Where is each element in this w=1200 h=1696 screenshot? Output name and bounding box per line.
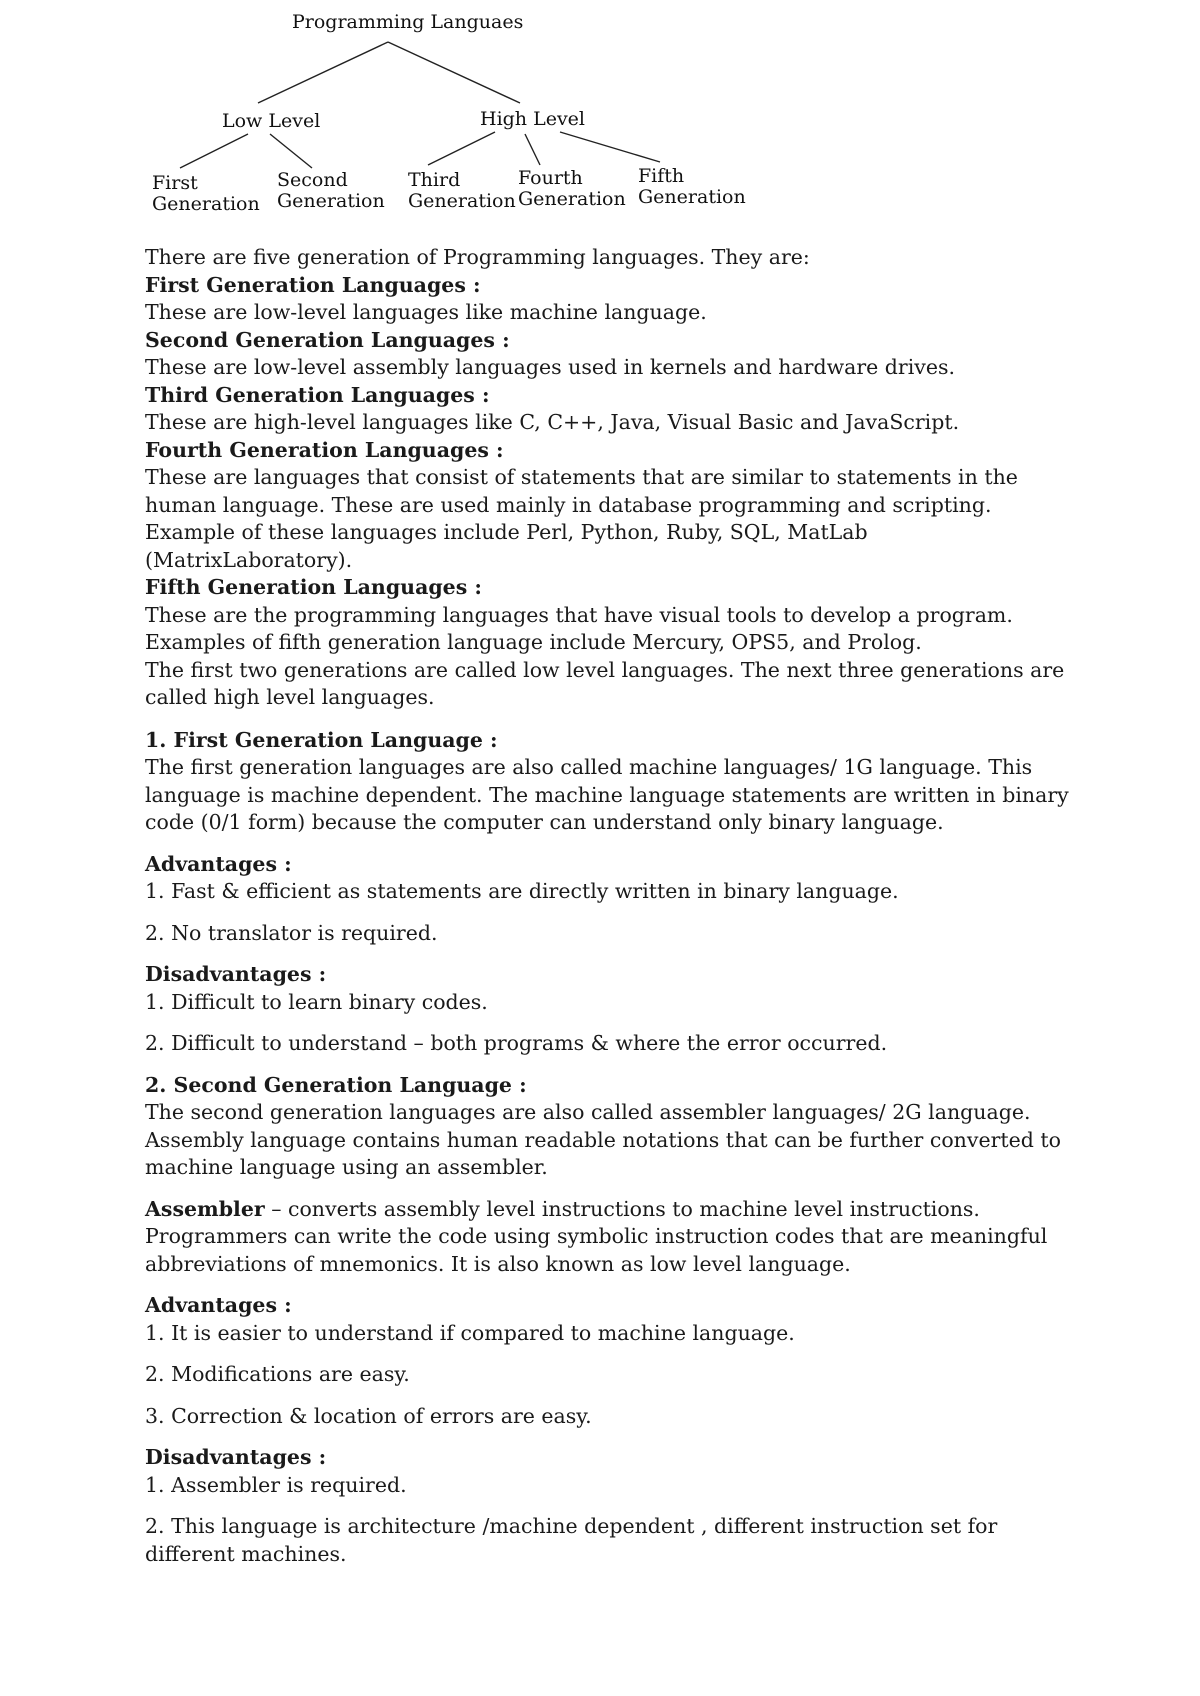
- tree-edge: [560, 132, 660, 162]
- second-gen-heading: Second Generation Languages :: [145, 327, 510, 352]
- first-gen-text: These are low-level languages like machine language.: [145, 300, 707, 324]
- tree-second-gen-line1: Second: [277, 169, 348, 191]
- tree-second-gen-line2: Generation: [277, 190, 385, 212]
- fourth-gen-heading: Fourth Generation Languages :: [145, 437, 504, 462]
- section1-disadvantages-heading: Disadvantages :: [145, 962, 327, 986]
- tree-third-gen-line1: Third: [408, 169, 461, 191]
- fifth-gen-heading: Fifth Generation Languages :: [145, 575, 482, 599]
- second-gen-text: These are low-level assembly languages used in kernels and hardware drives.: [145, 355, 956, 379]
- section1-advantages-heading: Advantages :: [145, 851, 292, 876]
- section2-advantages-heading: Advantages :: [145, 1293, 292, 1317]
- section1-advantage-item: 1. Fast & efficient as statements are directly written in binary language.: [145, 879, 899, 903]
- third-gen-heading: Third Generation Languages :: [145, 382, 490, 407]
- tree-first-gen-line1: First: [152, 172, 198, 194]
- section2-advantage-item: 1. It is easier to understand if compared to machine language.: [145, 1320, 795, 1345]
- section2-advantage-item: 3. Correction & location of errors are easy.: [145, 1403, 592, 1428]
- tree-fourth-gen-line2: Generation: [518, 188, 626, 210]
- tree-edge: [428, 132, 495, 165]
- tree-low-level-label: Low Level: [222, 110, 321, 132]
- assembler-text: – converts assembly level instructions to machine level instructions. Programmers can write the code using symbolic instruction codes that are meaningful abbreviations of mnemonics. It is also known as low level language.: [145, 1196, 1048, 1276]
- tree-first-gen-line2: Generation: [152, 193, 260, 215]
- section2-disadvantage-item: 2. This language is architecture /machine dependent , different instruction set for different machines.: [145, 1514, 998, 1566]
- section2-heading: 2. Second Generation Language :: [145, 1072, 527, 1097]
- tree-fifth-gen-line2: Generation: [638, 186, 746, 208]
- tree-root-label: Programming Languaes: [292, 11, 524, 33]
- fourth-gen-text: These are languages that consist of statements that are similar to statements in the human language. These are used mainly in database programming and scripting. Example of these languages include Perl, Python, Ruby, SQL, MatLab (MatrixLaboratory).: [145, 465, 1018, 572]
- tree-edge: [525, 134, 540, 165]
- tree-fourth-gen-line1: Fourth: [518, 167, 583, 189]
- section1-heading: 1. First Generation Language :: [145, 727, 498, 752]
- section2-disadvantages-heading: Disadvantages :: [145, 1445, 327, 1469]
- tree-edge: [258, 42, 388, 103]
- tree-high-level-label: High Level: [480, 108, 586, 130]
- section1-disadvantage-item: 2. Difficult to understand – both programs & where the error occurred.: [145, 1031, 888, 1055]
- fifth-gen-text: These are the programming languages that have visual tools to develop a program. Examples of fifth generation language include Mercury, OPS5, and Prolog.: [145, 602, 1013, 654]
- document-body: [145, 244, 1075, 1568]
- section1-text: The first generation languages are also called machine languages/ 1G language. This language is machine dependent. The machine language statements are written in binary code (0/1 form) because the computer can understand only binary language.: [145, 755, 1069, 834]
- tree-edge: [388, 42, 520, 103]
- intro-text: There are five generation of Programming languages. They are:: [145, 245, 810, 269]
- section2-disadvantage-item: 1. Assembler is required.: [145, 1472, 407, 1497]
- tree-fifth-gen-line1: Fifth: [638, 165, 685, 187]
- assembler-definition: [145, 1196, 1075, 1279]
- third-gen-text: These are high-level languages like C, C++, Java, Visual Basic and JavaScript.: [145, 410, 960, 434]
- section1-advantage-item: 2. No translator is required.: [145, 920, 438, 945]
- section2-advantage-item: 2. Modifications are easy.: [145, 1362, 410, 1386]
- tree-edge: [270, 134, 312, 168]
- tree-third-gen-line2: Generation: [408, 190, 516, 212]
- generations-tree-diagram: [0, 0, 1200, 230]
- first-gen-heading: First Generation Languages :: [145, 272, 481, 297]
- summary-text: The first two generations are called low level languages. The next three generations are called high level languages.: [145, 657, 1065, 709]
- tree-edge: [180, 134, 248, 168]
- section2-text: The second generation languages are also called assembler languages/ 2G language. Assembly language contains human readable notations that can be further converted to machine language using an assembler.: [145, 1100, 1061, 1179]
- section1-disadvantage-item: 1. Difficult to learn binary codes.: [145, 989, 488, 1014]
- assembler-term: Assembler: [145, 1196, 265, 1221]
